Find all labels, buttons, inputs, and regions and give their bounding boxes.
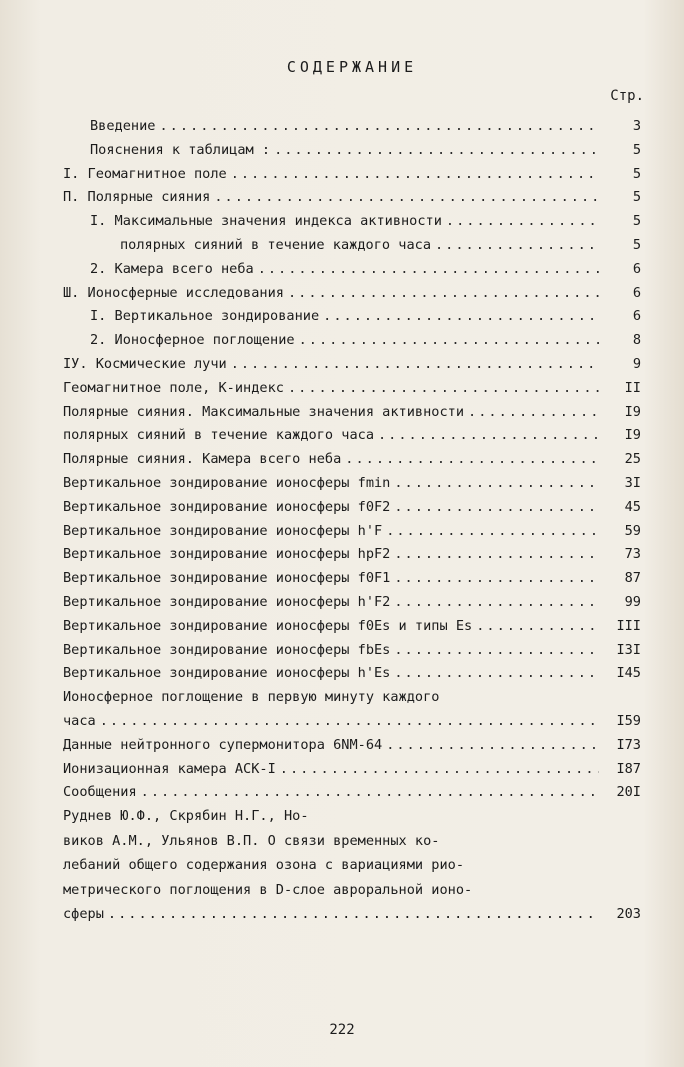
- dot-leader: [386, 737, 599, 753]
- toc-entry-text: Пояснения к таблицам :: [90, 141, 271, 158]
- toc-row: [63, 308, 641, 332]
- dot-leader: [394, 499, 599, 515]
- toc-entry-page: 5: [632, 236, 641, 253]
- dot-leader: [258, 261, 599, 277]
- toc-entry-text: Вертикальное зондирование ионосферы fmin: [63, 474, 391, 491]
- toc-row: [63, 261, 641, 285]
- toc-entry-text: Введение: [90, 118, 156, 134]
- dot-leader: [274, 142, 599, 158]
- toc-row: [63, 642, 641, 666]
- dot-leader: [141, 784, 599, 800]
- dot-leader: [476, 618, 599, 634]
- toc-entry-page: 3I: [624, 474, 641, 491]
- toc-entry-text: I. Вертикальное зондирование: [90, 308, 320, 325]
- dot-leader: [108, 902, 599, 927]
- dot-leader: [159, 118, 599, 134]
- toc-entry-page: 25: [624, 451, 641, 468]
- toc-entry-text: Полярные сияния. Максимальные значения активности: [63, 403, 465, 420]
- toc-row: [63, 404, 641, 428]
- dot-leader: [468, 404, 599, 420]
- dot-leader: [446, 213, 599, 229]
- toc-entry-text: Вертикальное зондирование ионосферы hpF2: [63, 546, 391, 563]
- toc-entry-page: 3: [632, 118, 641, 134]
- toc-row: [63, 427, 641, 451]
- toc-entry-page: 8: [632, 332, 641, 349]
- dot-leader: [435, 237, 599, 253]
- toc-entry-text: Ионизационная камера АСК-I: [63, 760, 276, 777]
- toc-entry-text: полярных сияний в течение каждого часа: [63, 427, 374, 444]
- toc-entry-page: 59: [624, 522, 641, 539]
- toc-entry-text: Ионосферное поглощение в первую минуту каждого: [63, 689, 440, 706]
- toc-entry-text: I. Геомагнитное поле: [63, 165, 227, 182]
- toc-row: [63, 189, 641, 213]
- toc-entry-page: 5: [632, 213, 641, 230]
- toc-entry-text: Данные нейтронного супермонитора 6NM-64: [63, 736, 383, 753]
- toc-entry-text: Вертикальное зондирование ионосферы h'F: [63, 522, 383, 539]
- toc-entry-page: 20I: [616, 784, 641, 801]
- toc-entry-page: I3I: [616, 641, 641, 658]
- toc-row: [63, 737, 641, 761]
- dot-leader: [394, 475, 599, 491]
- toc-entry-text: Вертикальное зондирование ионосферы f0Es и типы Es: [63, 617, 473, 634]
- toc-entry-text: П. Полярные сияния: [63, 189, 211, 206]
- dot-leader: [231, 166, 599, 182]
- page-title: СОДЕРЖАНИЕ: [286, 58, 418, 76]
- dot-leader: [288, 380, 599, 396]
- toc-row: [63, 546, 641, 570]
- dot-leader: [394, 642, 599, 658]
- toc-entry-page: 99: [624, 593, 641, 610]
- toc-entry-page: I59: [616, 712, 641, 729]
- dot-leader: [378, 427, 599, 443]
- toc-row: [63, 475, 641, 499]
- toc-entry-page: I9: [624, 427, 641, 444]
- dot-leader: [214, 189, 599, 205]
- dot-leader: [394, 570, 599, 586]
- toc-entry-page: I73: [616, 736, 641, 753]
- toc-entry-page: III: [616, 617, 641, 634]
- toc-entry-text: Сообщения: [63, 784, 137, 801]
- toc-entry-text: Вертикальное зондирование ионосферы f0F1: [63, 570, 391, 587]
- toc-row: [63, 594, 641, 618]
- dot-leader: [394, 546, 599, 562]
- toc-entry-page: 9: [632, 355, 641, 372]
- toc-entry-page: 87: [624, 570, 641, 587]
- toc-entry-text: I. Максимальные значения индекса активности: [90, 213, 442, 230]
- toc-entry-page: 6: [632, 260, 641, 277]
- dot-leader: [386, 523, 599, 539]
- dot-leader: [394, 665, 599, 681]
- toc-entry-text: Вертикальное зондирование ионосферы h'F2: [63, 593, 391, 610]
- toc-entry-text: Полярные сияния. Камера всего неба: [63, 451, 342, 468]
- dot-leader: [394, 594, 599, 610]
- page-column-label: Стр.: [610, 88, 644, 104]
- dot-leader: [299, 332, 599, 348]
- dot-leader: [345, 451, 599, 467]
- toc-entry-page: II: [624, 379, 641, 396]
- toc-entry-page: 45: [624, 498, 641, 515]
- toc-entry-text: 2. Камера всего неба: [90, 260, 254, 277]
- toc-row: [63, 332, 641, 356]
- toc-entry-page: 5: [632, 165, 641, 182]
- toc-row: [63, 665, 641, 689]
- toc-row: [63, 142, 641, 166]
- toc-entry-page: I9: [624, 403, 641, 420]
- toc-row: [63, 237, 641, 261]
- dot-leader: [323, 308, 599, 324]
- toc-entry-text: часа: [63, 712, 96, 729]
- toc-entry-page: I87: [616, 760, 641, 777]
- dot-leader: [100, 713, 599, 729]
- dot-leader: [288, 285, 599, 301]
- reference-line-4: метрического поглощения в D-слое авроральной ионо-: [63, 881, 473, 898]
- reference-line-3: лебаний общего содержания озона с вариациями рио-: [63, 857, 465, 874]
- toc-row: [63, 570, 641, 594]
- toc-row: [63, 689, 641, 713]
- toc-row: [63, 499, 641, 523]
- toc-entry-page: 5: [632, 189, 641, 206]
- toc-row: [63, 213, 641, 237]
- dot-leader: [231, 356, 599, 372]
- toc-entry-text: полярных сияний в течение каждого часа: [120, 236, 431, 253]
- toc-entry-page: 6: [632, 284, 641, 301]
- toc-row: [63, 166, 641, 190]
- toc-entry-text: Геомагнитное поле, К-индекс: [63, 379, 284, 396]
- toc-row: [63, 356, 641, 380]
- toc-entry-page: 73: [624, 546, 641, 563]
- reference-entry: [63, 804, 641, 927]
- reference-line-5: [63, 902, 641, 927]
- toc-entry-text: Ш. Ионосферные исследования: [63, 284, 284, 301]
- toc-entry-text: IУ. Космические лучи: [63, 355, 227, 372]
- dot-leader: [280, 761, 599, 777]
- toc-entry-page: 5: [632, 141, 641, 158]
- toc-entry-page: 6: [632, 308, 641, 325]
- reference-line-1: Руднев Ю.Ф., Скрябин Н.Г., Но-: [63, 808, 309, 824]
- toc-row: [63, 380, 641, 404]
- toc-row: [63, 618, 641, 642]
- reference-page: 203: [616, 906, 641, 923]
- toc-entry-text: Вертикальное зондирование ионосферы fbEs: [63, 641, 391, 658]
- page-number: 222: [329, 1022, 355, 1038]
- toc-entry-text: Вертикальное зондирование ионосферы h'Es: [63, 665, 391, 682]
- toc-row: [63, 451, 641, 475]
- table-of-contents: [63, 118, 641, 808]
- toc-entry-page: I45: [616, 665, 641, 682]
- toc-row: [63, 713, 641, 737]
- toc-entry-text: 2. Ионосферное поглощение: [90, 332, 295, 349]
- toc-row: [63, 285, 641, 309]
- toc-entry-text: Вертикальное зондирование ионосферы f0F2: [63, 498, 391, 515]
- toc-row: [63, 523, 641, 547]
- reference-line-2: виков А.М., Ульянов В.П. О связи временных ко-: [63, 832, 440, 849]
- toc-row: [63, 761, 641, 785]
- reference-line-5-text: сферы: [63, 906, 104, 923]
- toc-row: [63, 118, 641, 142]
